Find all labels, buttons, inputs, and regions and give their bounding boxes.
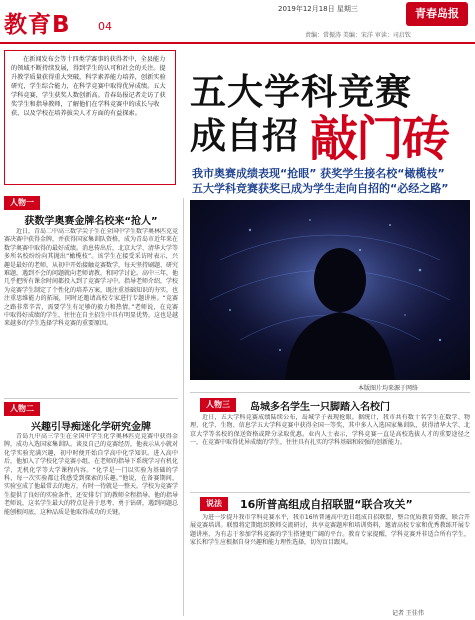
student-silhouette-image: [190, 200, 470, 380]
section4-title: 16所普高组成自招联盟“联合攻关”: [240, 498, 413, 511]
section-divider: [190, 492, 470, 493]
issue-date: 2019年12月18日 星期三: [278, 5, 358, 13]
newspaper-logo: 青春岛报: [406, 2, 468, 26]
headline-line1: 五大学科竞赛: [190, 72, 413, 113]
section3-body: 近日，五大学科竞赛成绩陆续公布，岛城学子表现抢眼。据统计，我市共有数十名学生在数学、物理、化学、生物、信息学五大学科竞赛中获得全国一等奖，其中多人入选国家集训队，获得清华大学、北京大学等名校的保送资格或降分录取优惠。业内人士表示，学科竞赛一直是高校选拔人才的重要途径之一，在竞赛中取得优异成绩的学生，往往具有扎实的学科基础和较强的创新能力。: [190, 414, 470, 447]
section4-body: 为进一步提升我市学科竞赛水平，我市16所普通高中近日组成自招联盟，整合优质教育资源，联合开展竞赛培训。联盟将定期组织教师交流研讨，共享竞赛题库和培训资料，邀请高校专家和优秀教练开展专题讲座，为有志于参加学科竞赛的学生搭建更广阔的平台。教育专家提醒，学科竞赛并非适合所有学生，家长和学生应根据自身兴趣和能力理性选择，切勿盲目跟风。: [190, 514, 470, 547]
subtitle-1: 我市奥赛成绩表现“抢眼” 获奖学生接名校“橄榄枝”: [192, 167, 445, 180]
section1-tag: 人物一: [4, 196, 40, 210]
section2-title: 兴趣引导痴迷化学研究金牌: [31, 422, 151, 433]
section-divider: [190, 392, 470, 393]
section3-tag: 人物三: [200, 398, 236, 412]
headline-line2-part1: 成自招: [190, 116, 299, 157]
page-header: [0, 0, 475, 44]
subtitle-2: 五大学科竞赛获奖已成为学生走向自招的“必经之路”: [192, 182, 449, 195]
section3-title: 岛城多名学生一只脚踏入名校门: [250, 402, 390, 413]
column-divider: [183, 198, 184, 616]
section1-title: 获数学奥赛金牌名校来“抢人”: [24, 216, 158, 227]
section4-tag: 说法: [200, 497, 228, 511]
headline-line2-part2: 敲门砖: [310, 111, 449, 167]
section2-tag: 人物二: [4, 402, 40, 416]
page-number: 04: [98, 20, 112, 33]
section-name: 教育B: [4, 12, 71, 38]
intro-box: 在新闻发布会等十四类学赛事的获得者中，全县能力的领域不断持续发展，得到学生的认可和社会的关注。提升教学质量获得重大突破，科学素养能力培养，创新实验研究，学生综合能力，在科学竞赛中取得优异成绩。五大学科竞赛，学生获奖人数创新高。青春岛报记者走访了获奖学生和指导教师，了解他们在学科竞赛中的成长与收获，以及学校在培养拔尖人才方面的有益探索。: [4, 50, 176, 185]
photo-caption: 本版图片均来源于网络: [358, 385, 419, 392]
header-rule: [0, 42, 475, 44]
feature-photo: [190, 200, 470, 380]
section-divider: [4, 398, 178, 399]
reporter-byline: 记者 王佳伟: [392, 610, 424, 617]
section2-body: 青岛九中高三学生在全国中学生化学奥林匹克竞赛中获得金牌，成功入选国家集训队。谈及自己的竞赛经历，他表示从小就对化学实验充满兴趣，初中时便开始自学高中化学知识。进入高中后，他加入了学校化学竞赛小组，在老师的指导下系统学习有机化学、无机化学等大学课程内容。“化学是一门以实验为基础的学科，每一次实验都让我感受到探索的乐趣。”他说，在备赛期间，实验室成了他最常去的地方，有时一待就是一整天。学校为竞赛学生提供了良好的实验条件，还安排专门的教师全程指导。他的指导老师说，这名学生最大的特点是善于思考、勇于钻研，遇到问题总能刨根问底，这种品质是他取得成功的关键。: [4, 433, 178, 516]
editor-credits: 责编：常振涛 美编：宋洋 审读：司启钦: [305, 32, 411, 39]
section1-body: 近日，青岛二中高三数学尖子生在全国中学生数学奥林匹克竞赛决赛中获得金牌，并获得国家集训队资格，成为青岛市近年来在数学奥赛中取得的最好成绩。消息传出后，北京大学、清华大学等多所名校纷纷向其抛出“橄榄枝”。该学生在接受采访时表示，兴趣是最好的老师，从初中开始接触竞赛数学，每天坚持刷题、研究难题，遇到不会的问题就向老师请教，和同学讨论。高中三年，他几乎把所有课余时间都投入到了竞赛学习中。指导老师介绍，学校为竞赛学生制定了个性化的培养方案，既注重基础知识的夯实，也注重思维能力的拓展，同时还邀请高校专家进行专题讲座。“竞赛之路非常辛苦，需要学生有足够的毅力和热情。”老师说，在竞赛中取得好成绩的学生，往往在自主招生中具有明显优势，这也是越来越多的学生选择学科竞赛的重要原因。: [4, 228, 178, 328]
